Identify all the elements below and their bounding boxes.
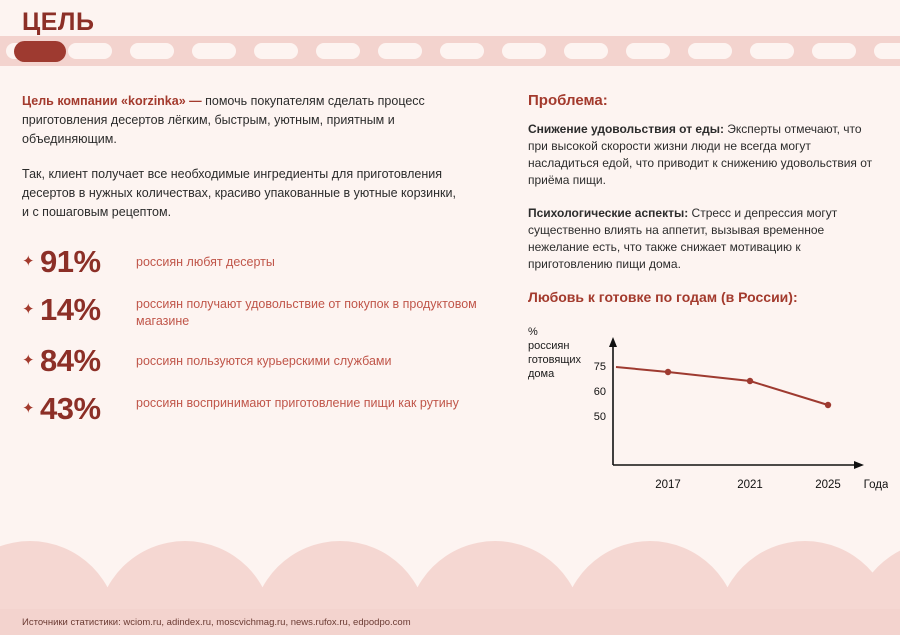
band-stitch (316, 43, 360, 59)
chart-xtick-0: 2017 (655, 479, 681, 491)
sparkle-icon: ✦ (22, 400, 35, 417)
band-stitch (874, 43, 900, 59)
band-stitch (254, 43, 298, 59)
band-stitch (502, 43, 546, 59)
stat-label: россиян пользуются курьерскими службами (136, 354, 392, 368)
problem-title: Проблема: (528, 92, 608, 109)
stat-value: 43% (40, 391, 101, 426)
stat-item (22, 392, 492, 426)
chart-svg (528, 325, 888, 505)
lead-rest-text: помочь покупателям сделать процесс приготовления десертов лёгким, быстрым, уютным, приятным и объединяющим. (22, 94, 425, 146)
band-stitch (750, 43, 794, 59)
stat-item (22, 293, 492, 330)
stats-list (22, 245, 492, 440)
lead-paragraph (22, 92, 462, 149)
band-stitch (192, 43, 236, 59)
stat-label: россиян получают удовольствие от покупок в продуктовом магазине (136, 297, 477, 328)
problem-block-1-heading: Снижение удовольствия от еды: (528, 122, 724, 136)
line-chart (528, 325, 888, 505)
stat-value: 91% (40, 244, 101, 279)
page-title: ЦЕЛЬ (22, 8, 95, 36)
lead-accent-text: Цель компании «korzinka» — (22, 94, 202, 108)
bottom-scallop-decoration (0, 494, 900, 609)
header-pill-marker (14, 41, 66, 62)
sources-text: Источники статистики: wciom.ru, adindex.ru, moscvichmag.ru, news.rufox.ru, edpodpo.com (22, 617, 411, 628)
stat-item (22, 245, 492, 279)
stat-value: 14% (40, 292, 101, 327)
chart-ytick-0: 75 (593, 361, 606, 373)
stat-value: 84% (40, 343, 101, 378)
band-stitch (378, 43, 422, 59)
sparkle-icon: ✦ (22, 352, 35, 369)
problem-block-2 (528, 205, 878, 273)
band-stitch (688, 43, 732, 59)
stat-item (22, 344, 492, 378)
chart-ytick-2: 50 (593, 411, 606, 423)
problem-block-1-body: Эксперты отмечают, что при высокой скорости жизни люди не всегда могут насладиться едой, что приводит к снижению удовольствия от приёма пищи. (528, 122, 873, 187)
chart-xtick-1: 2021 (737, 479, 763, 491)
header-decorative-band (0, 36, 900, 66)
problem-block-2-body: Стресс и депрессия могут существенно влиять на аппетит, вызывая временное нежелание есть, что также снижает мотивацию к приготовлению пищи дома. (528, 206, 838, 271)
band-stitch (68, 43, 112, 59)
problem-block-1 (528, 121, 878, 189)
band-stitch (564, 43, 608, 59)
chart-ytick-1: 60 (593, 386, 606, 398)
chart-title: Любовь к готовке по годам (в России): (528, 289, 798, 305)
chart-x-axis-label: Года (863, 479, 888, 491)
chart-point-2017 (665, 369, 671, 375)
band-stitch (626, 43, 670, 59)
chart-point-2025 (825, 402, 831, 408)
second-paragraph: Так, клиент получает все необходимые ингредиенты для приготовления десертов в нужных количествах, красиво упакованные в уютные корзинки, и с пошаговым рецептом. (22, 167, 456, 219)
chart-y-axis-label-text: % россиян готовящих дома (528, 326, 582, 380)
chart-point-2021 (747, 378, 753, 384)
sparkle-icon: ✦ (22, 253, 35, 270)
left-column (22, 92, 462, 222)
problem-block-2-heading: Психологические аспекты: (528, 206, 689, 220)
stat-label: россиян любят десерты (136, 255, 275, 269)
chart-xtick-2: 2025 (815, 479, 841, 491)
band-stitch (130, 43, 174, 59)
stat-label: россиян воспринимают приготовление пищи как рутину (136, 396, 459, 410)
right-column (528, 92, 878, 311)
band-stitch (812, 43, 856, 59)
sparkle-icon: ✦ (22, 301, 35, 318)
band-stitches (0, 36, 900, 66)
band-stitch (440, 43, 484, 59)
